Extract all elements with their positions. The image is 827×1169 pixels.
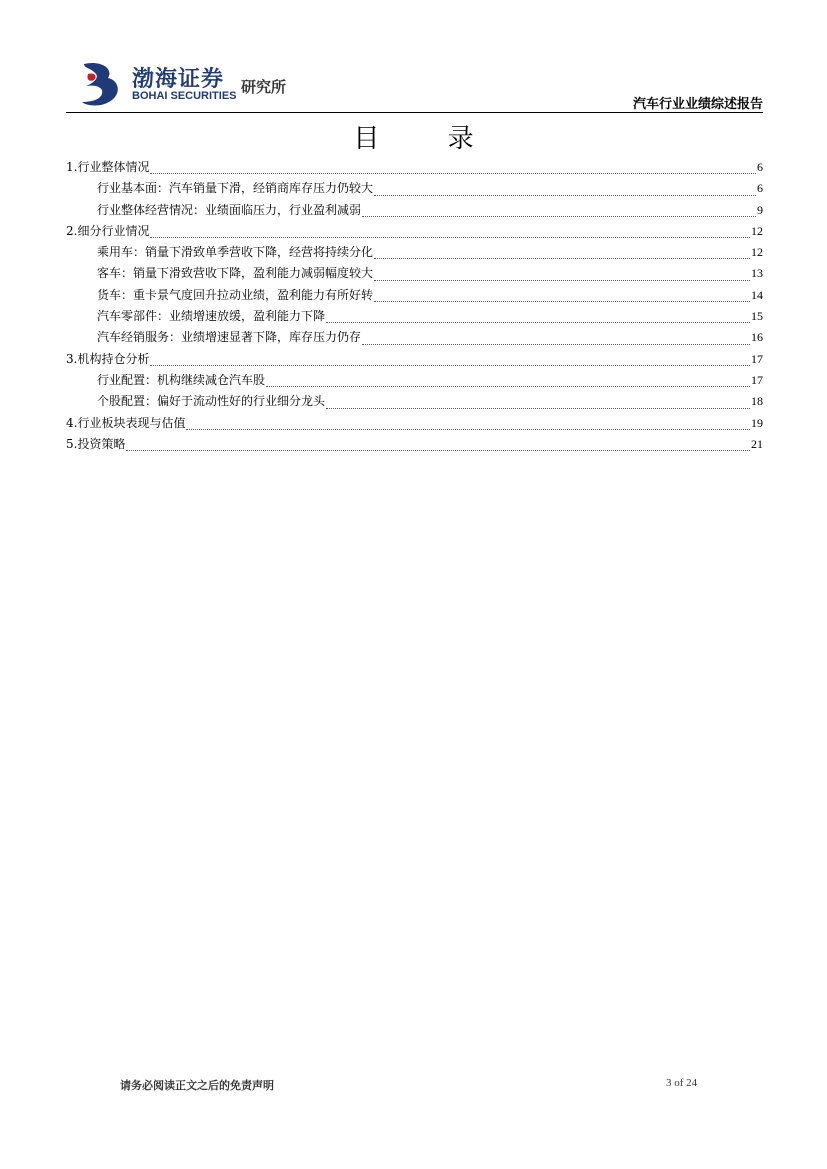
toc-leader-dots <box>362 344 750 345</box>
page-header <box>66 58 763 116</box>
toc-entry-label: 2.细分行业情况 <box>66 223 150 238</box>
toc-entry[interactable] <box>66 435 763 456</box>
toc-entry-page: 13 <box>751 266 763 281</box>
toc-entry-page: 17 <box>751 372 763 387</box>
toc-entry-page: 15 <box>751 309 763 324</box>
toc-entry[interactable] <box>66 392 763 413</box>
toc-entry-page: 21 <box>751 436 763 451</box>
toc-entry-label: 行业配置：机构继续减仓汽车股 <box>97 372 266 387</box>
toc-leader-dots <box>374 195 756 196</box>
toc-entry-page: 18 <box>751 394 763 409</box>
logo-chinese-name: 渤海证券 <box>132 67 225 92</box>
toc-entry-page: 12 <box>751 245 763 260</box>
toc-entry-page: 6 <box>757 181 763 196</box>
toc-leader-dots <box>362 216 756 217</box>
toc-entry[interactable] <box>66 243 763 264</box>
toc-entry[interactable] <box>66 222 763 243</box>
toc-entry-page: 16 <box>751 330 763 345</box>
toc-leader-dots <box>326 322 750 323</box>
toc-entry[interactable] <box>66 286 763 307</box>
report-title: 汽车行业业绩综述报告 <box>632 97 763 112</box>
table-of-contents <box>66 158 763 456</box>
toc-leader-dots <box>150 365 750 366</box>
page-footer <box>0 1077 827 1097</box>
toc-leader-dots <box>374 258 750 259</box>
toc-entry-label: 个股配置：偏好于流动性好的行业细分龙头 <box>97 394 326 409</box>
toc-entry-label: 乘用车：销量下滑致单季营收下降，经营将持续分化 <box>97 245 374 260</box>
header-divider <box>66 112 763 113</box>
toc-entry[interactable] <box>66 328 763 349</box>
toc-entry[interactable] <box>66 350 763 371</box>
toc-entry-label: 货车：重卡景气度回升拉动业绩，盈利能力有所好转 <box>97 287 374 302</box>
toc-entry[interactable] <box>66 264 763 285</box>
toc-leader-dots <box>150 237 750 238</box>
page-number: 3 of 24 <box>666 1077 698 1089</box>
toc-entry-label: 5.投资策略 <box>66 436 126 451</box>
toc-leader-dots <box>186 429 750 430</box>
toc-entry-page: 12 <box>751 223 763 238</box>
toc-leader-dots <box>374 280 750 281</box>
company-logo <box>78 62 298 112</box>
toc-entry[interactable] <box>66 414 763 435</box>
toc-entry-label: 4.行业板块表现与估值 <box>66 415 186 430</box>
toc-entry-label: 3.机构持仓分析 <box>66 351 150 366</box>
toc-entry[interactable] <box>66 371 763 392</box>
toc-entry[interactable] <box>66 201 763 222</box>
toc-title: 目 录 <box>353 124 504 154</box>
toc-entry-page: 19 <box>751 415 763 430</box>
toc-entry-label: 汽车经销服务：业绩增速显著下降，库存压力仍存 <box>97 330 362 345</box>
toc-entry[interactable] <box>66 307 763 328</box>
toc-entry-label: 汽车零部件：业绩增速放缓，盈利能力下降 <box>97 309 326 324</box>
bohai-logo-icon <box>78 62 128 108</box>
toc-leader-dots <box>326 408 750 409</box>
toc-entry-page: 17 <box>751 351 763 366</box>
logo-department: 研究所 <box>241 78 287 96</box>
toc-entry-label: 1.行业整体情况 <box>66 160 150 174</box>
toc-entry[interactable] <box>66 158 763 179</box>
toc-entry-page: 14 <box>751 287 763 302</box>
disclaimer-note: 请务必阅读正文之后的免责声明 <box>120 1079 274 1092</box>
toc-entry-label: 行业基本面：汽车销量下滑，经销商库存压力仍较大 <box>97 181 374 196</box>
toc-entry-page: 9 <box>757 202 763 217</box>
toc-entry[interactable] <box>66 179 763 200</box>
toc-entry-label: 行业整体经营情况：业绩面临压力，行业盈利减弱 <box>97 202 362 217</box>
toc-leader-dots <box>266 386 750 387</box>
toc-leader-dots <box>150 173 756 174</box>
toc-entry-label: 客车：销量下滑致营收下降，盈利能力减弱幅度较大 <box>97 266 374 281</box>
toc-leader-dots <box>374 301 750 302</box>
toc-entry-page: 6 <box>757 160 763 174</box>
logo-english-name: BOHAI SECURITIES <box>132 90 237 102</box>
toc-leader-dots <box>126 450 750 451</box>
